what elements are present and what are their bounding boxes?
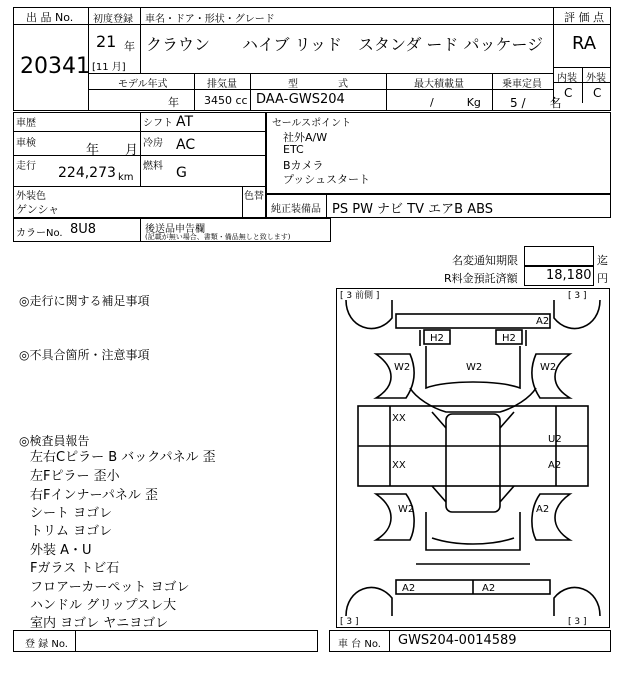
damage-mark: XX xyxy=(392,460,406,471)
inspector-note: トリム ヨゴレ xyxy=(30,524,113,539)
mileage-value: 224,273 xyxy=(58,165,116,181)
damage-mark: W2 xyxy=(540,362,557,373)
history-label: 車歴 xyxy=(16,118,36,129)
inspector-note: Fガラス トビ石 xyxy=(30,561,120,576)
exterior-color-label: 外装色 xyxy=(16,191,46,202)
lot-number: 20341 xyxy=(20,54,90,79)
damage-mark: W2 xyxy=(398,504,415,515)
model-type: DAA-GWS204 xyxy=(256,92,345,107)
divider xyxy=(13,131,266,132)
mileage-unit: km xyxy=(118,172,134,183)
sales-point-item: Bカメラ xyxy=(283,159,324,172)
ac-label: 冷房 xyxy=(143,138,163,149)
divider xyxy=(140,218,141,242)
sales-point-item: プッシュスタート xyxy=(283,173,371,186)
displacement-label: 排気量 xyxy=(207,79,237,90)
mileage-label: 走行 xyxy=(16,161,36,172)
name-change-deadline-box xyxy=(524,246,594,266)
capacity-value: 5 / 名 xyxy=(510,96,562,110)
divider xyxy=(582,67,583,103)
sales-point-item: ETC xyxy=(283,143,304,156)
chassis-number-label: 車 台 No. xyxy=(338,639,381,650)
divider xyxy=(88,73,553,74)
first-registration-label: 初度登録 xyxy=(93,14,133,25)
post-docs-note: (記載が無い場合、書類・備品無しと致します) xyxy=(145,233,291,241)
damage-mark: H2 xyxy=(502,333,516,344)
inspector-note: 室内 ヨゴレ ヤニヨゴレ xyxy=(30,616,169,631)
max-load-label: 最大積載量 xyxy=(414,79,464,90)
car-damage-diagram xyxy=(336,288,610,628)
damage-mark: W2 xyxy=(394,362,411,373)
displacement-value: 3450 cc xyxy=(204,94,248,107)
interior-grade: C xyxy=(564,86,573,100)
registration-year-unit: 年 xyxy=(124,40,135,53)
divider xyxy=(75,630,76,652)
divider xyxy=(386,73,387,111)
shift-value: AT xyxy=(176,114,194,130)
sales-points-label: セールスポイント xyxy=(272,118,352,129)
recycle-fee-unit: 円 xyxy=(597,272,608,285)
color-number-value: 8U8 xyxy=(70,222,97,237)
lot-number-label: 出 品 No. xyxy=(26,11,74,24)
model-year-unit: 年 xyxy=(168,96,179,109)
corner-label: [ 3 ] xyxy=(568,291,587,301)
corner-label: [ 3 ] xyxy=(340,617,359,627)
damage-mark: W2 xyxy=(466,362,483,373)
car-name: クラウン ハイブ リッド スタンダ ード パッケージ xyxy=(146,35,544,54)
divider xyxy=(326,194,327,218)
divider xyxy=(242,186,243,218)
capacity-label: 乗車定員 xyxy=(502,79,542,90)
registration-month: [11 月] xyxy=(92,62,126,73)
damage-mark: A2 xyxy=(482,583,496,594)
divider xyxy=(140,7,141,73)
inspection-value: 年 月 xyxy=(86,143,139,158)
interior-grade-label: 内装 xyxy=(557,73,577,84)
oem-equipment-label: 純正装備品 xyxy=(271,204,321,215)
inspection-label: 車検 xyxy=(16,138,36,149)
divider xyxy=(140,112,141,186)
divider xyxy=(553,24,611,25)
driving-notes-heading: ◎走行に関する補足事項 xyxy=(19,294,150,308)
divider xyxy=(553,7,554,103)
divider xyxy=(13,186,266,187)
chassis-number-value: GWS204-0014589 xyxy=(398,633,517,648)
defects-heading: ◎不具合箇所・注意事項 xyxy=(19,348,150,362)
divider xyxy=(250,73,251,111)
damage-mark: A2 xyxy=(548,460,562,471)
damage-mark: A2 xyxy=(536,316,550,327)
max-load-value: / Kg xyxy=(430,96,481,109)
inspector-note: シート ヨゴレ xyxy=(30,506,113,521)
exterior-grade: C xyxy=(593,86,602,100)
post-docs-label: 後送品申告欄 xyxy=(145,224,205,235)
registration-number-label: 登 録 No. xyxy=(25,639,68,650)
divider xyxy=(389,630,390,652)
inspector-note: 外装 A・U xyxy=(30,543,92,558)
damage-mark: A2 xyxy=(402,583,416,594)
inspector-note: 左右Cピラー B バックパネル 歪 xyxy=(30,450,216,465)
oem-equipment-value: PS PW ナビ TV エアB ABS xyxy=(332,202,494,217)
score-value: RA xyxy=(572,33,597,54)
color-change-label: 色替 xyxy=(244,191,264,202)
corner-label: [ 3 ] xyxy=(568,617,587,627)
exterior-color-value: ゲンシャ xyxy=(16,203,60,216)
name-change-deadline-unit: 迄 xyxy=(597,254,608,267)
inspector-note: 右Fインナーパネル 歪 xyxy=(30,488,158,503)
inspector-note: フロアーカーペット ヨゴレ xyxy=(30,580,190,595)
color-number-label: カラーNo. xyxy=(16,228,63,239)
corner-label: [ 3 前側 ] xyxy=(340,291,380,301)
divider xyxy=(492,73,493,111)
registration-year: 21 xyxy=(96,32,117,51)
divider xyxy=(194,73,195,111)
name-change-deadline-label: 名変通知期限 xyxy=(452,254,518,267)
model-type-label: 型 式 xyxy=(288,79,348,90)
recycle-fee-label: R料金預託済額 xyxy=(444,272,518,285)
car-name-label: 車名・ドア・形状・グレード xyxy=(145,14,275,25)
ac-value: AC xyxy=(176,137,196,153)
damage-mark: XX xyxy=(392,413,406,424)
score-label: 評 価 点 xyxy=(564,11,604,24)
divider xyxy=(13,155,266,156)
inspector-report-heading: ◎検査員報告 xyxy=(19,434,90,448)
model-year-label: モデル年式 xyxy=(118,79,168,90)
sales-point-item: 社外A/W xyxy=(283,131,328,144)
damage-mark: A2 xyxy=(536,504,550,515)
exterior-grade-label: 外装 xyxy=(586,73,606,84)
recycle-fee-value: 18,180 xyxy=(546,268,592,283)
shift-label: シフト xyxy=(143,118,173,129)
inspector-note: ハンドル グリップスレ大 xyxy=(30,598,177,613)
damage-mark: H2 xyxy=(430,333,444,344)
fuel-value: G xyxy=(176,165,187,181)
divider xyxy=(553,82,611,83)
inspector-note: 左Fピラー 歪小 xyxy=(30,469,120,484)
damage-mark: U2 xyxy=(548,434,562,445)
fuel-label: 燃料 xyxy=(143,161,163,172)
